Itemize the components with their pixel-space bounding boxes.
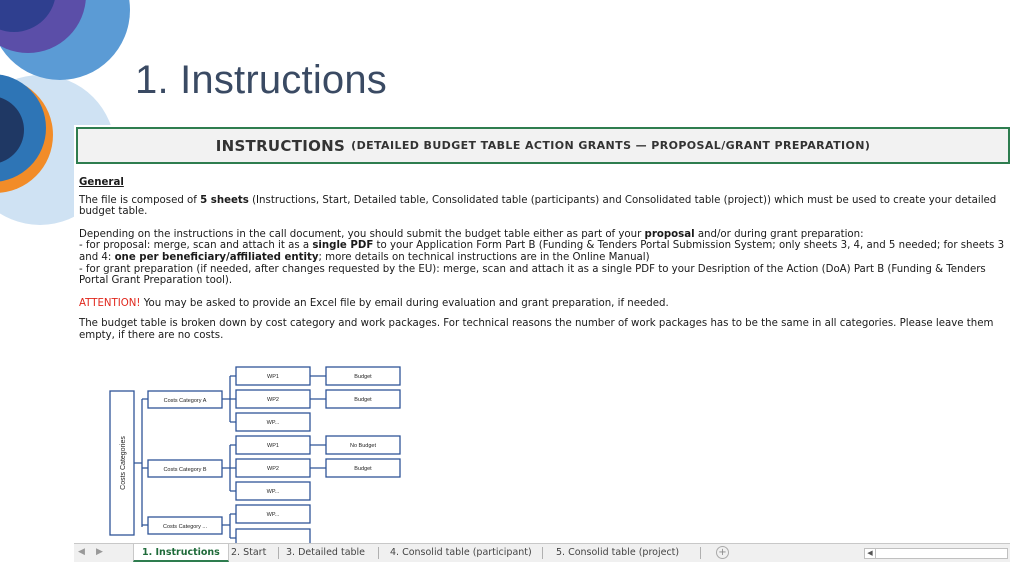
paragraph-submission: Depending on the instructions in the call document, you should submit the budget table either as part of your proposal and/or during grant preparation: [79,228,864,240]
budget-label: Budget [354,466,372,472]
paragraph-sheets: The file is composed of 5 sheets (Instructions, Start, Detailed table, Consolidated table (participants) and Consolidated table (project)) which must be used to create your detailed budget table. [79,194,997,218]
spreadsheet-view [74,125,1010,561]
wp-label: WP1 [267,374,279,380]
tab-start[interactable]: 2. Start [231,547,267,558]
tab-consolid-participant[interactable]: 4. Consolid table (participant) [390,547,532,558]
add-sheet-icon[interactable]: + [716,546,729,559]
paragraph-attention: ATTENTION! You may be asked to provide an Excel file by email during evaluation and grant preparation, if needed. [79,297,669,309]
sheet-tab-bar [74,543,1010,562]
header-sub: (DETAILED BUDGET TABLE ACTION GRANTS — PROPOSAL/GRANT PREPARATION) [351,139,871,152]
tab-divider [542,547,543,559]
category-label-c: Costs Category ... [162,524,208,530]
tab-consolid-project[interactable]: 5. Consolid table (project) [556,547,680,558]
wp-label: WP2 [267,397,279,403]
category-label-a: Costs Category A [163,398,207,404]
tab-divider [700,547,701,559]
scrollbar-left-icon[interactable]: ◀ [865,549,876,558]
wp-label: WP... [266,512,280,518]
wp-label: WP1 [267,443,279,449]
horizontal-scrollbar[interactable] [864,548,1008,559]
general-heading: General [79,177,124,188]
tab-divider [378,547,379,559]
scroll-left-icon[interactable]: ◀ [78,547,85,557]
attention-label: ATTENTION! [79,297,141,309]
header-main: INSTRUCTIONS [215,136,346,155]
diagram-root-label: Costs Categories [120,436,127,490]
paragraph-breakdown: The budget table is broken down by cost category and work packages. For technical reasons the number of work packages has to be the same in all categories. Please leave them empty, if there are no costs. [79,318,994,341]
paragraph-proposal: - for proposal: merge, scan and attach it as a single PDF to your Application Form Part B (Funding & Tenders Portal Submission System; only sheets 3, 4, and 5 needed; for sheets 3 and 4: one per beneficiary/affiliated entity; more details on technical instructions are in the Online Manual) [79,240,1005,263]
tab-detailed-table[interactable]: 3. Detailed table [286,547,366,558]
budget-label: Budget [354,374,372,380]
budget-label: Budget [354,397,372,403]
instructions-text [79,177,1007,342]
wp-label: WP... [266,420,280,426]
wp-label: WP2 [267,466,279,472]
budget-label: No Budget [350,443,376,449]
tab-instructions[interactable]: 1. Instructions [133,544,229,562]
instructions-header [76,127,1010,164]
wp-label: WP... [266,489,280,495]
scroll-right-icon[interactable]: ▶ [96,547,103,557]
paragraph-grant-prep: - for grant preparation (if needed, after changes requested by the EU): merge, scan and attach it as a single PDF to your Desription of the Action (DoA) Part B (Funding & Tenders Portal Grant Preparation tool). [79,263,986,287]
cost-category-diagram [104,363,424,561]
slide-title: 1. Instructions [135,58,388,102]
category-label-b: Costs Category B [163,467,207,473]
